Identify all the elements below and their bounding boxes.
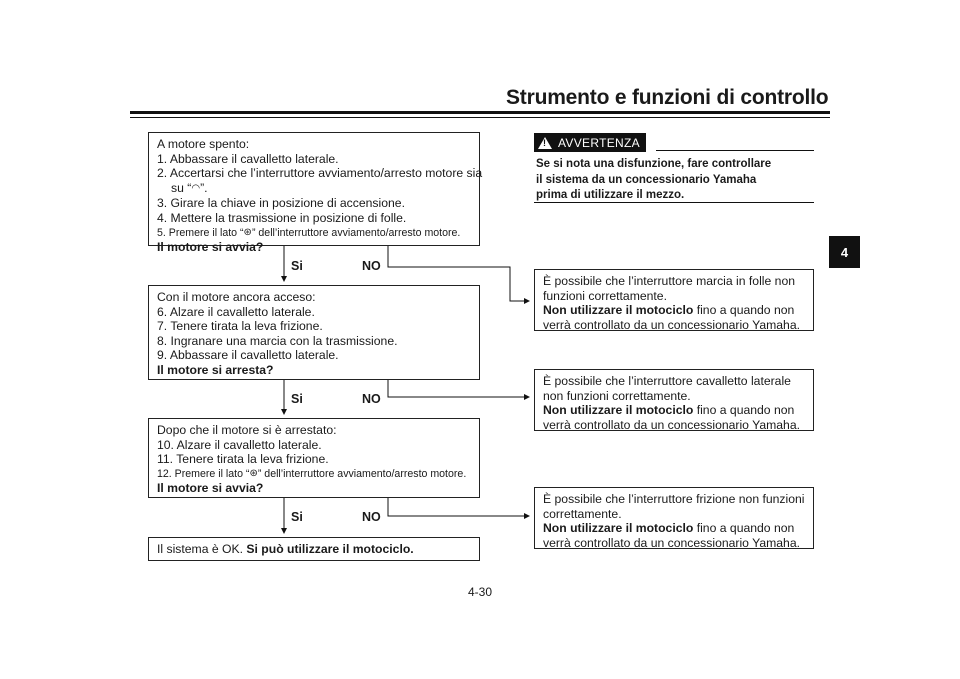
step-text: Con il motore ancora acceso: [157,290,316,304]
warning-badge [534,133,646,152]
chapter-tab: 4 [829,236,860,268]
branch-no-2: NO [362,392,381,406]
step-text: 3. Girare la chiave in posizione di accensione. [157,196,405,211]
result-text: Non utilizzare il motociclo fino a quando non [543,403,795,418]
warning-icon: ! [538,137,552,149]
step-text: 10. Alzare il cavalletto laterale. [157,437,322,452]
step-text: 12. Premere il lato “⊛” dell’interruttore avviamento/arresto motore. [157,467,467,480]
step-text: 9. Abbassare il cavalletto laterale. [157,348,339,363]
step-box-2 [148,285,480,380]
result-text: correttamente. [543,506,622,521]
warning-rule [656,150,814,151]
page-number: 4-30 [468,585,493,599]
branch-yes-2: Si [291,392,303,406]
step-text: 6. Alzare il cavalletto laterale. [157,304,315,319]
warning-label: AVVERTENZA [558,135,640,150]
result-text: verrà controllato da un concessionario Yamaha. [543,535,800,550]
step-text: 8. Ingranare una marcia con la trasmissione. [157,333,398,348]
question-text: Il motore si avvia? [157,240,264,255]
run-symbol-icon: ◠ [191,182,201,194]
step-text: su “◠”. [171,180,208,195]
result-box-2 [534,369,814,431]
question-text: Il motore si avvia? [157,481,264,496]
branch-no-3: NO [362,510,381,524]
step-text: 5. Premere il lato “⊛” dell’interruttore avviamento/arresto motore. [157,226,461,239]
step-text: 11. Tenere tirata la leva frizione. [157,452,329,467]
step-text: 1. Abbassare il cavalletto laterale. [157,151,339,166]
result-text: Non utilizzare il motociclo fino a quando non [543,521,795,536]
warning-bottom-rule [534,202,814,203]
result-text: È possibile che l’interruttore cavalletto laterale [543,374,791,388]
step-text: Il sistema è OK. Si può utilizzare il motociclo. [157,542,414,556]
result-box-3 [534,487,814,549]
result-text: Non utilizzare il motociclo fino a quando non [543,303,795,318]
branch-no-1: NO [362,259,381,273]
result-text: È possibile che l’interruttore frizione non funzioni [543,492,805,506]
result-text: verrà controllato da un concessionario Yamaha. [543,417,800,432]
result-box-1 [534,269,814,331]
branch-yes-1: Si [291,259,303,273]
result-text: verrà controllato da un concessionario Yamaha. [543,317,800,332]
step-text: A motore spento: [157,137,250,151]
result-text: È possibile che l’interruttore marcia in folle non [543,274,795,288]
result-ok-box [148,537,480,561]
step-text: Dopo che il motore si è arrestato: [157,423,337,437]
question-text: Il motore si arresta? [157,362,274,377]
page-title: Strumento e funzioni di controllo [506,86,829,109]
step-text: 4. Mettere la trasmissione in posizione di folle. [157,210,407,225]
arrow-no-2 [388,380,529,397]
arrow-no-3 [388,498,529,516]
start-symbol-icon: ⊛ [243,226,252,238]
step-box-3 [148,418,480,498]
result-text: non funzioni correttamente. [543,388,691,403]
step-text: 2. Accertarsi che l’interruttore avviamento/arresto motore sia [157,166,483,181]
branch-yes-3: Si [291,510,303,524]
warning-text: Se si nota una disfunzione, fare controllare il sistema da un concessionario Yamaha prima di utilizzare il mezzo. [536,158,772,201]
step-text: 7. Tenere tirata la leva frizione. [157,319,323,334]
result-text: funzioni correttamente. [543,288,667,303]
start-symbol-icon: ⊛ [249,467,258,479]
step-box-1 [148,132,483,255]
